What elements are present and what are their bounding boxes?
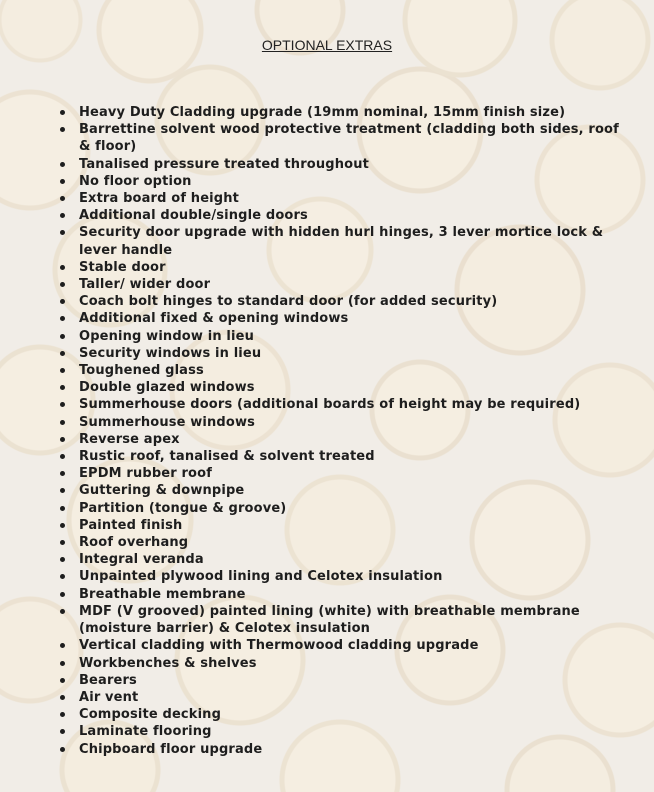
list-item: Toughened glass	[79, 362, 624, 379]
list-item: Roof overhang	[79, 534, 624, 551]
page-title: OPTIONAL EXTRAS	[261, 37, 393, 53]
list-item: Integral veranda	[79, 551, 624, 568]
list-item: Chipboard floor upgrade	[79, 741, 624, 758]
list-item: MDF (V grooved) painted lining (white) with breathable membrane (moisture barrier) & Celotex insulation	[79, 603, 624, 637]
list-item: Additional fixed & opening windows	[79, 310, 624, 327]
list-item: Reverse apex	[79, 431, 624, 448]
list-item: Opening window in lieu	[79, 328, 624, 345]
list-item: Rustic roof, tanalised & solvent treated	[79, 448, 624, 465]
list-item: Laminate flooring	[79, 723, 624, 740]
list-item: Unpainted plywood lining and Celotex insulation	[79, 568, 624, 585]
list-item: Guttering & downpipe	[79, 482, 624, 499]
list-item: Security windows in lieu	[79, 345, 624, 362]
list-item: Air vent	[79, 689, 624, 706]
list-item: Breathable membrane	[79, 586, 624, 603]
list-item: Summerhouse doors (additional boards of height may be required)	[79, 396, 624, 413]
list-item: Extra board of height	[79, 190, 624, 207]
list-item: No floor option	[79, 173, 624, 190]
list-item: Barrettine solvent wood protective treatment (cladding both sides, roof & floor)	[79, 121, 624, 155]
list-item: Double glazed windows	[79, 379, 624, 396]
optional-extras-list	[79, 104, 624, 758]
list-item: Security door upgrade with hidden hurl hinges, 3 lever mortice lock & lever handle	[79, 224, 624, 258]
list-item: Additional double/single doors	[79, 207, 624, 224]
list-item: Workbenches & shelves	[79, 655, 624, 672]
list-item: EPDM rubber roof	[79, 465, 624, 482]
list-item: Composite decking	[79, 706, 624, 723]
list-item: Coach bolt hinges to standard door (for added security)	[79, 293, 624, 310]
list-item: Vertical cladding with Thermowood cladding upgrade	[79, 637, 624, 654]
list-item: Heavy Duty Cladding upgrade (19mm nominal, 15mm finish size)	[79, 104, 624, 121]
list-item: Painted finish	[79, 517, 624, 534]
list-item: Summerhouse windows	[79, 414, 624, 431]
list-item: Stable door	[79, 259, 624, 276]
list-item: Partition (tongue & groove)	[79, 500, 624, 517]
list-item: Bearers	[79, 672, 624, 689]
list-item: Taller/ wider door	[79, 276, 624, 293]
list-item: Tanalised pressure treated throughout	[79, 156, 624, 173]
